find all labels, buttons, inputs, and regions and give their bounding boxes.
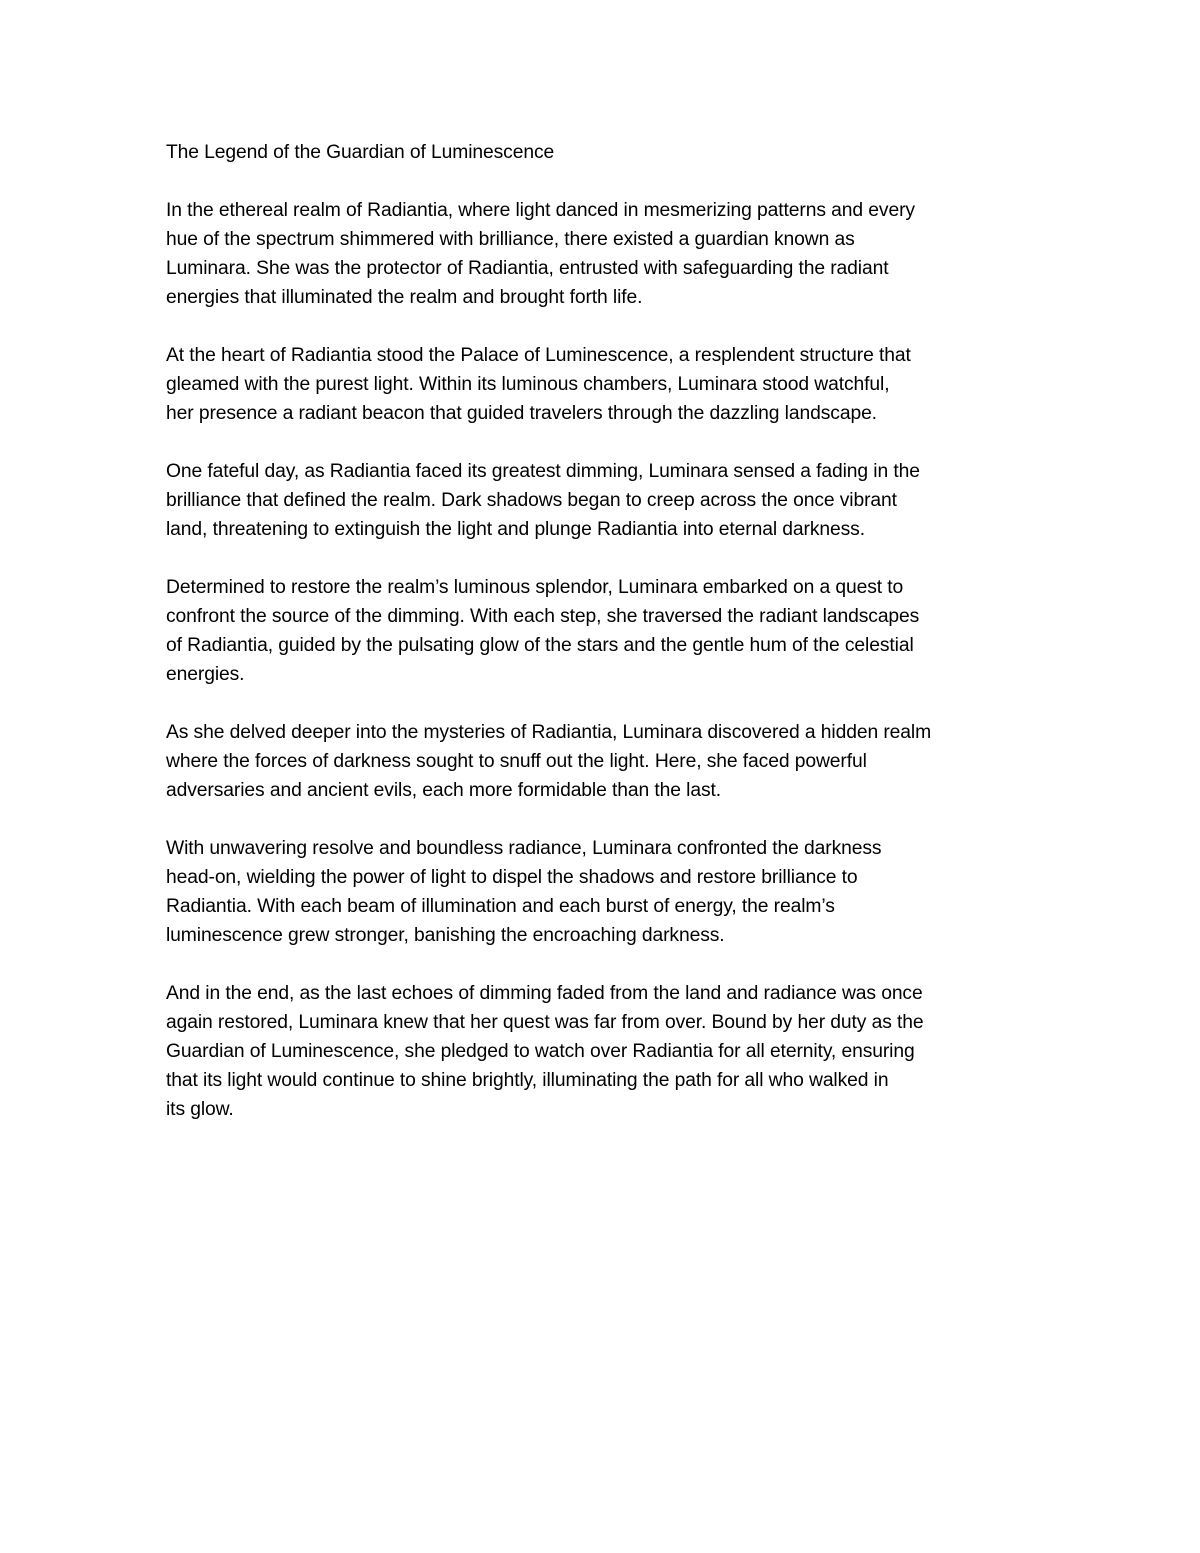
paragraph-line: head-on, wielding the power of light to dispel the shadows and restore brilliance to <box>166 867 858 888</box>
paragraph-line: land, threatening to extinguish the light and plunge Radiantia into eternal darkness. <box>166 519 865 540</box>
paragraph-line: again restored, Luminara knew that her quest was far from over. Bound by her duty as the <box>166 1012 924 1033</box>
paragraph-line: hue of the spectrum shimmered with brilliance, there existed a guardian known as <box>166 229 855 250</box>
paragraph-line: gleamed with the purest light. Within its luminous chambers, Luminara stood watchful, <box>166 374 890 395</box>
paragraph-2 <box>166 341 1042 428</box>
paragraph-line: that its light would continue to shine brightly, illuminating the path for all who walked in <box>166 1070 889 1091</box>
paragraph-5 <box>166 718 1042 805</box>
paragraph-3 <box>166 457 1042 544</box>
paragraph-line: Luminara. She was the protector of Radiantia, entrusted with safeguarding the radiant <box>166 258 889 279</box>
paragraph-line: of Radiantia, guided by the pulsating glow of the stars and the gentle hum of the celestial <box>166 635 914 656</box>
paragraph-line: One fateful day, as Radiantia faced its greatest dimming, Luminara sensed a fading in the <box>166 461 920 482</box>
paragraph-line: And in the end, as the last echoes of dimming faded from the land and radiance was once <box>166 983 923 1004</box>
paragraph-6 <box>166 834 1042 950</box>
paragraph-line: brilliance that defined the realm. Dark shadows began to creep across the once vibrant <box>166 490 897 511</box>
paragraph-line: Guardian of Luminescence, she pledged to watch over Radiantia for all eternity, ensuring <box>166 1041 915 1062</box>
paragraph-line: In the ethereal realm of Radiantia, where light danced in mesmerizing patterns and every <box>166 200 915 221</box>
paragraph-line: energies. <box>166 664 245 685</box>
paragraph-line: adversaries and ancient evils, each more formidable than the last. <box>166 780 722 801</box>
paragraph-line: energies that illuminated the realm and brought forth life. <box>166 287 643 308</box>
paragraph-line: Radiantia. With each beam of illumination and each burst of energy, the realm’s <box>166 896 835 917</box>
document-body <box>166 138 1042 1153</box>
paragraph-line: her presence a radiant beacon that guided travelers through the dazzling landscape. <box>166 403 877 424</box>
paragraph-line: At the heart of Radiantia stood the Palace of Luminescence, a resplendent structure that <box>166 345 911 366</box>
paragraph-line: Determined to restore the realm’s luminous splendor, Luminara embarked on a quest to <box>166 577 904 598</box>
paragraph-line: confront the source of the dimming. With each step, she traversed the radiant landscapes <box>166 606 920 627</box>
paragraph-line: With unwavering resolve and boundless radiance, Luminara confronted the darkness <box>166 838 882 859</box>
paragraph-7 <box>166 979 1042 1124</box>
paragraph-line: As she delved deeper into the mysteries of Radiantia, Luminara discovered a hidden realm <box>166 722 932 743</box>
paragraph-line: luminescence grew stronger, banishing the encroaching darkness. <box>166 925 725 946</box>
paragraph-line: where the forces of darkness sought to snuff out the light. Here, she faced powerful <box>166 751 867 772</box>
document-title: The Legend of the Guardian of Luminescence <box>166 142 555 163</box>
paragraph-line: its glow. <box>166 1099 234 1120</box>
paragraph-4 <box>166 573 1042 689</box>
paragraph-1 <box>166 196 1042 312</box>
